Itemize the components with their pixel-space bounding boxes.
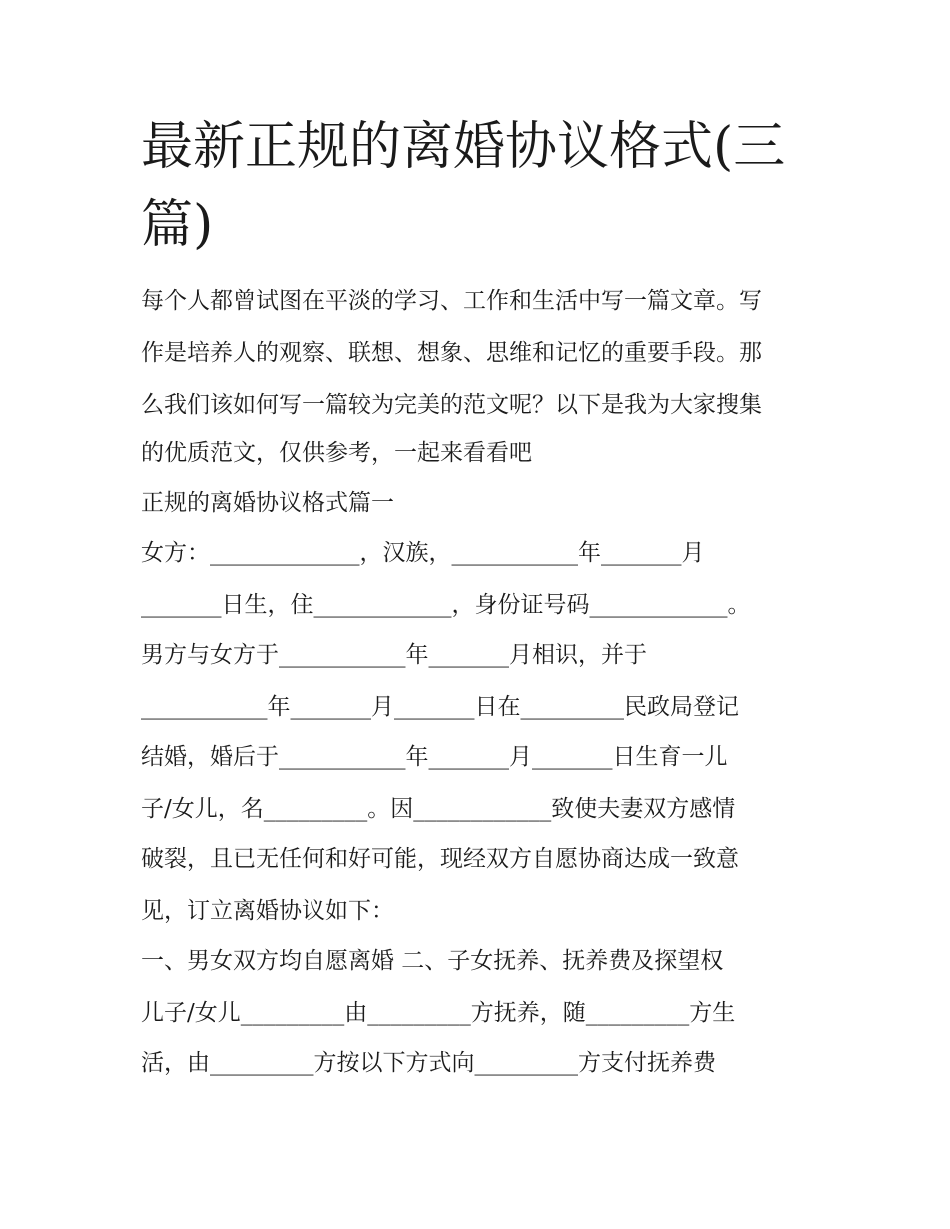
body-line: 子/女儿，名_________。因____________致使夫妻双方感情 <box>141 796 736 822</box>
section-heading: 正规的离婚协议格式篇一 <box>141 490 394 516</box>
body-line: 作是培养人的观察、联想、想象、思维和记忆的重要手段。那 <box>141 340 762 366</box>
body-line: 一、男女双方均自愿离婚 二、子女抚养、抚养费及探望权 <box>141 948 724 974</box>
body-line: 结婚，婚后于___________年_______月_______日生育一儿 <box>141 744 728 770</box>
body-line: 儿子/女儿_________由_________方抚养，随_________方生 <box>141 1000 736 1026</box>
body-line: 的优质范文，仅供参考，一起来看看吧 <box>141 440 532 466</box>
body-line: 活，由_________方按以下方式向_________方支付抚养费 <box>141 1050 716 1076</box>
body-line: 男方与女方于___________年_______月相识，并于 <box>141 642 647 668</box>
body-line: ___________年_______月_______日在_________民政局登记 <box>141 694 739 720</box>
body-line: _______日生，住____________，身份证号码____________。 <box>141 592 751 618</box>
body-line: 见，订立离婚协议如下： <box>141 898 394 924</box>
body-line: 破裂，且已无任何和好可能，现经双方自愿协商达成一致意 <box>141 846 739 872</box>
body-line: 么我们该如何写一篇较为完美的范文呢？以下是我为大家搜集 <box>141 392 762 418</box>
body-line: 每个人都曾试图在平淡的学习、工作和生活中写一篇文章。写 <box>141 288 762 314</box>
body-line: 女方：_____________，汉族，___________年_______月 <box>141 540 705 566</box>
document-title: 最新正规的离婚协议格式(三篇) <box>141 117 786 255</box>
